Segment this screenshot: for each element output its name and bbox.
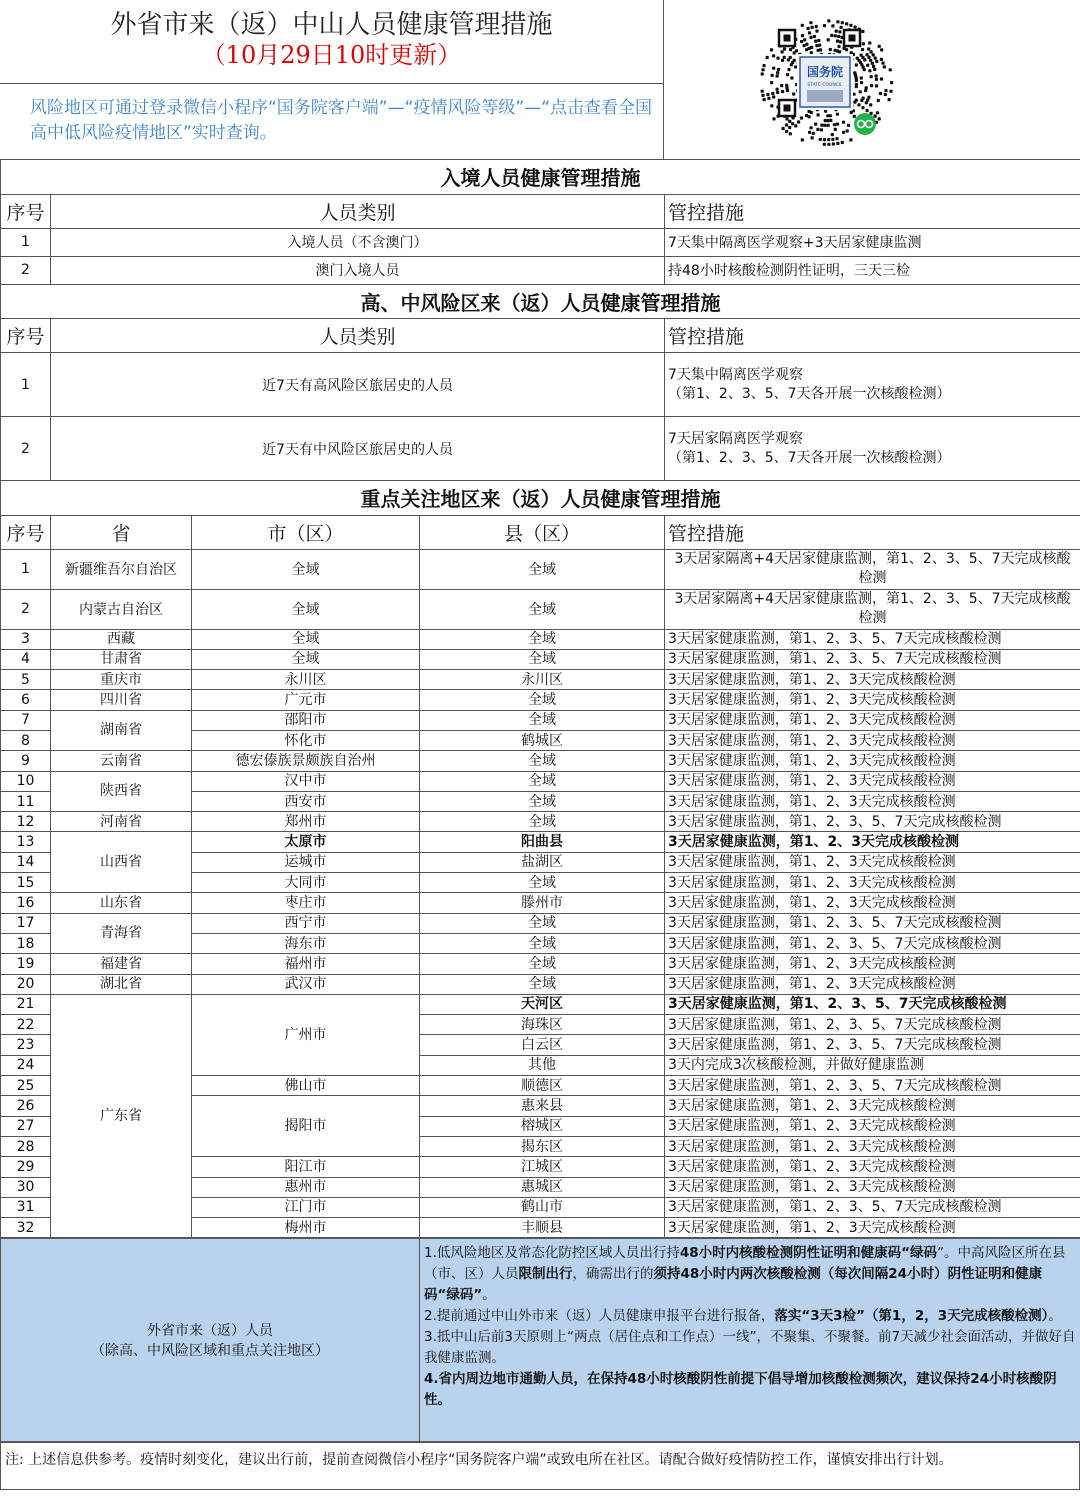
row-county: 江城区 xyxy=(420,1157,665,1177)
update-time: （10月29日10时更新） xyxy=(201,41,462,69)
row-county: 全域 xyxy=(420,974,665,994)
row-county: 全域 xyxy=(420,549,665,589)
col-header-measure: 管控措施 xyxy=(665,515,1080,549)
tip-1 xyxy=(424,1243,1076,1306)
table-row xyxy=(1,353,1080,417)
row-city: 太原市 xyxy=(192,832,420,852)
row-no: 3 xyxy=(1,629,51,649)
row-no: 10 xyxy=(1,771,51,791)
row-measure: 3天居家健康监测，第1、2、3天完成核酸检测 xyxy=(665,771,1080,791)
row-city: 佛山市 xyxy=(192,1076,420,1096)
mini-program-qr-code[interactable] xyxy=(745,6,905,156)
tip-text: 2.提前通过中山外市来（返）人员健康申报平台进行报备， xyxy=(424,1308,775,1325)
row-city: 广元市 xyxy=(192,690,420,710)
row-measure: 3天居家健康监测，第1、2、3天完成核酸检测 xyxy=(665,954,1080,974)
row-city: 梅州市 xyxy=(192,1218,420,1238)
row-province: 甘肃省 xyxy=(51,649,192,669)
row-county: 全域 xyxy=(420,649,665,669)
section-title-inbound: 入境人员健康管理措施 xyxy=(1,160,1080,194)
row-no: 30 xyxy=(1,1177,51,1197)
row-no: 9 xyxy=(1,751,51,771)
row-city: 西安市 xyxy=(192,791,420,811)
row-no: 2 xyxy=(1,589,51,629)
footer-note: 注: 上述信息供参考。疫情时刻变化，建议出行前，提前查阅微信小程序“国务院客户端”或致电所在社区。请配合做好疫情防控工作，谨慎安排出行计划。 xyxy=(0,1442,1080,1490)
row-county: 天河区 xyxy=(420,994,665,1014)
row-no: 29 xyxy=(1,1157,51,1177)
row-type: 澳门入境人员 xyxy=(51,256,665,284)
inbound-table xyxy=(0,160,1080,285)
row-province: 山西省 xyxy=(51,832,192,893)
table-row xyxy=(1,913,1080,933)
row-province: 湖北省 xyxy=(51,974,192,994)
row-city: 枣庄市 xyxy=(192,893,420,913)
row-county: 惠城区 xyxy=(420,1177,665,1197)
row-measure: 3天居家健康监测，第1、2、3天完成核酸检测 xyxy=(665,751,1080,771)
row-city: 江门市 xyxy=(192,1197,420,1217)
tip-3: 3.抵中山后前3天原则上“两点（居住点和工作点）一线”，不聚集、不聚餐。前7天减少社会面活动，并做好自我健康监测。 xyxy=(424,1329,1076,1367)
row-no: 4 xyxy=(1,649,51,669)
row-county: 鹤城区 xyxy=(420,730,665,750)
row-city: 揭阳市 xyxy=(192,1096,420,1157)
qr-badge-subtext: STATE COUNCIL xyxy=(807,83,843,88)
row-measure: 3天居家健康监测，第1、2、3、5、7天完成核酸检测 xyxy=(665,913,1080,933)
tip-emphasis: 48小时内核酸检测阴性证明和健康码“绿码 xyxy=(679,1245,938,1262)
row-measure: 3天内完成3次核酸检测，并做好健康监测 xyxy=(665,1055,1080,1075)
row-province: 陕西省 xyxy=(51,771,192,812)
row-no: 17 xyxy=(1,913,51,933)
row-no: 31 xyxy=(1,1197,51,1217)
tip-emphasis: 落实“3天3检”（第1，2，3天完成核酸检测） xyxy=(774,1308,1049,1325)
row-no: 25 xyxy=(1,1076,51,1096)
row-type: 近7天有中风险区旅居史的人员 xyxy=(51,417,665,481)
col-header-county: 县（区） xyxy=(420,515,665,549)
row-measure: 3天居家健康监测，第1、2、3、5、7天完成核酸检测 xyxy=(665,629,1080,649)
row-city: 福州市 xyxy=(192,954,420,974)
measure-line: （第1、2、3、5、7天各开展一次核酸检测） xyxy=(668,449,951,466)
row-county: 海珠区 xyxy=(420,1015,665,1035)
col-header-no: 序号 xyxy=(1,194,51,228)
row-county: 盐湖区 xyxy=(420,852,665,872)
row-measure: 3天居家健康监测，第1、2、3天完成核酸检测 xyxy=(665,670,1080,690)
row-province: 重庆市 xyxy=(51,670,192,690)
row-measure: 3天居家健康监测，第1、2、3天完成核酸检测 xyxy=(665,1218,1080,1238)
row-county: 阳曲县 xyxy=(420,832,665,852)
risk-area-table xyxy=(0,285,1080,482)
table-row xyxy=(1,670,1080,690)
table-row xyxy=(1,710,1080,730)
row-no: 16 xyxy=(1,893,51,913)
row-county: 全域 xyxy=(420,629,665,649)
row-province: 山东省 xyxy=(51,893,192,913)
row-province: 内蒙古自治区 xyxy=(51,589,192,629)
row-measure: 3天居家隔离+4天居家健康监测，第1、2、3、5、7天完成核酸检测 xyxy=(665,589,1080,629)
row-no: 28 xyxy=(1,1136,51,1156)
row-province: 广东省 xyxy=(51,994,192,1238)
row-city: 惠州市 xyxy=(192,1177,420,1197)
key-area-table xyxy=(0,481,1080,1238)
table-row xyxy=(1,751,1080,771)
tip-2 xyxy=(424,1306,1076,1327)
row-no: 22 xyxy=(1,1015,51,1035)
row-province: 湖南省 xyxy=(51,710,192,751)
col-header-measure: 管控措施 xyxy=(665,319,1080,353)
row-city: 运城市 xyxy=(192,852,420,872)
row-no: 18 xyxy=(1,933,51,953)
row-measure: 持48小时核酸检测阴性证明，三天三检 xyxy=(665,256,1080,284)
row-measure: 3天居家健康监测，第1、2、3、5、7天完成核酸检测 xyxy=(665,1076,1080,1096)
table-row xyxy=(1,256,1080,284)
row-type: 入境人员（不含澳门） xyxy=(51,228,665,256)
table-row xyxy=(1,228,1080,256)
row-no: 8 xyxy=(1,730,51,750)
row-city: 永川区 xyxy=(192,670,420,690)
table-row xyxy=(1,893,1080,913)
row-measure: 3天居家健康监测，第1、2、3天完成核酸检测 xyxy=(665,1116,1080,1136)
table-row xyxy=(1,812,1080,832)
col-header-no: 序号 xyxy=(1,319,51,353)
section-title-key-area: 重点关注地区来（返）人员健康管理措施 xyxy=(1,481,1080,515)
row-no: 7 xyxy=(1,710,51,730)
row-county: 全域 xyxy=(420,933,665,953)
row-no: 27 xyxy=(1,1116,51,1136)
row-measure: 3天居家健康监测，第1、2、3、5、7天完成核酸检测 xyxy=(665,994,1080,1014)
general-label-cell xyxy=(1,1239,420,1442)
row-county: 其他 xyxy=(420,1055,665,1075)
section-title-risk: 高、中风险区来（返）人员健康管理措施 xyxy=(1,285,1080,319)
row-province: 青海省 xyxy=(51,913,192,954)
row-no: 2 xyxy=(1,256,51,284)
row-city: 郑州市 xyxy=(192,812,420,832)
tip-emphasis: 须持48小时内两次核酸检测（每次间隔24小时）阴性证明和健康码“绿码” xyxy=(424,1266,1043,1304)
row-measure: 3天居家健康监测，第1、2、3、5、7天完成核酸检测 xyxy=(665,1035,1080,1055)
row-no: 13 xyxy=(1,832,51,852)
row-measure xyxy=(665,417,1080,481)
table-row xyxy=(1,954,1080,974)
title-cell xyxy=(0,0,664,84)
row-no: 1 xyxy=(1,549,51,589)
row-type: 近7天有高风险区旅居史的人员 xyxy=(51,353,665,417)
row-no: 11 xyxy=(1,791,51,811)
row-measure: 3天居家健康监测，第1、2、3天完成核酸检测 xyxy=(665,1096,1080,1116)
row-no: 23 xyxy=(1,1035,51,1055)
row-measure: 3天居家健康监测，第1、2、3、5、7天完成核酸检测 xyxy=(665,1015,1080,1035)
row-city: 汉中市 xyxy=(192,771,420,791)
row-no: 15 xyxy=(1,873,51,893)
row-county: 鹤山市 xyxy=(420,1197,665,1217)
row-no: 21 xyxy=(1,994,51,1014)
table-row xyxy=(1,832,1080,852)
row-measure: 3天居家健康监测，第1、2、3、5、7天完成核酸检测 xyxy=(665,812,1080,832)
tip-4: 4.省内周边地市通勤人员，在保持48小时核酸阴性前提下倡导增加核酸检测频次，建议保持24小时核酸阴性。 xyxy=(424,1371,1057,1409)
row-no: 24 xyxy=(1,1055,51,1075)
row-county: 白云区 xyxy=(420,1035,665,1055)
row-city: 阳江市 xyxy=(192,1157,420,1177)
row-county: 惠来县 xyxy=(420,1096,665,1116)
row-county: 全域 xyxy=(420,873,665,893)
row-county: 全域 xyxy=(420,812,665,832)
table-row xyxy=(1,629,1080,649)
row-measure: 3天居家健康监测，第1、2、3天完成核酸检测 xyxy=(665,730,1080,750)
row-county: 顺德区 xyxy=(420,1076,665,1096)
table-row xyxy=(1,417,1080,481)
row-measure: 7天集中隔离医学观察+3天居家健康监测 xyxy=(665,228,1080,256)
row-no: 26 xyxy=(1,1096,51,1116)
table-row xyxy=(1,994,1080,1014)
row-city: 广州市 xyxy=(192,994,420,1075)
row-province: 福建省 xyxy=(51,954,192,974)
col-header-province: 省 xyxy=(51,515,192,549)
row-measure: 3天居家健康监测，第1、2、3天完成核酸检测 xyxy=(665,832,1080,852)
row-city: 全域 xyxy=(192,649,420,669)
row-measure: 3天居家健康监测，第1、2、3天完成核酸检测 xyxy=(665,873,1080,893)
measure-line: 7天居家隔离医学观察 xyxy=(668,430,803,447)
row-county: 永川区 xyxy=(420,670,665,690)
measure-line: 7天集中隔离医学观察 xyxy=(668,366,803,383)
row-county: 全域 xyxy=(420,690,665,710)
row-measure: 3天居家健康监测，第1、2、3天完成核酸检测 xyxy=(665,893,1080,913)
row-no: 19 xyxy=(1,954,51,974)
row-county: 丰顺县 xyxy=(420,1218,665,1238)
row-county: 全域 xyxy=(420,791,665,811)
row-province: 河南省 xyxy=(51,812,192,832)
table-row xyxy=(1,690,1080,710)
general-table xyxy=(0,1238,1080,1442)
col-header-measure: 管控措施 xyxy=(665,194,1080,228)
table-row xyxy=(1,549,1080,589)
col-header-city: 市（区） xyxy=(192,515,420,549)
row-measure: 3天居家健康监测，第1、2、3天完成核酸检测 xyxy=(665,1136,1080,1156)
row-county: 榕城区 xyxy=(420,1116,665,1136)
row-county: 全域 xyxy=(420,751,665,771)
row-city: 德宏傣族景颇族自治州 xyxy=(192,751,420,771)
col-header-no: 序号 xyxy=(1,515,51,549)
row-measure: 3天居家健康监测，第1、2、3天完成核酸检测 xyxy=(665,690,1080,710)
row-no: 14 xyxy=(1,852,51,872)
row-city: 西宁市 xyxy=(192,913,420,933)
general-tips-cell xyxy=(420,1239,1080,1442)
tip-text: 。 xyxy=(482,1287,496,1304)
row-city: 全域 xyxy=(192,549,420,589)
row-no: 5 xyxy=(1,670,51,690)
row-no: 12 xyxy=(1,812,51,832)
header-block xyxy=(0,0,1080,160)
tip-text: 。 xyxy=(1048,1308,1062,1325)
row-measure: 3天居家健康监测，第1、2、3天完成核酸检测 xyxy=(665,1157,1080,1177)
general-label: 外省市来（返）人员 xyxy=(147,1323,273,1340)
row-city: 武汉市 xyxy=(192,974,420,994)
row-measure: 3天居家健康监测，第1、2、3、5、7天完成核酸检测 xyxy=(665,933,1080,953)
table-row xyxy=(1,589,1080,629)
row-measure xyxy=(665,353,1080,417)
row-city: 邵阳市 xyxy=(192,710,420,730)
row-province: 西藏 xyxy=(51,629,192,649)
row-measure: 3天居家健康监测，第1、2、3天完成核酸检测 xyxy=(665,1177,1080,1197)
table-row xyxy=(1,649,1080,669)
row-city: 全域 xyxy=(192,589,420,629)
row-city: 大同市 xyxy=(192,873,420,893)
tip-emphasis: 限制出行 xyxy=(518,1266,573,1283)
row-province: 云南省 xyxy=(51,751,192,771)
row-measure: 3天居家健康监测，第1、2、3天完成核酸检测 xyxy=(665,791,1080,811)
row-measure: 3天居家隔离+4天居家健康监测，第1、2、3、5、7天完成核酸检测 xyxy=(665,549,1080,589)
row-city: 海东市 xyxy=(192,933,420,953)
row-county: 全域 xyxy=(420,589,665,629)
row-no: 6 xyxy=(1,690,51,710)
row-province: 新疆维吾尔自治区 xyxy=(51,549,192,589)
tip-text: ”。中高风险区所在县（市、区）人员 xyxy=(424,1245,1066,1283)
page-title: 外省市来（返）中山人员健康管理措施 xyxy=(110,10,553,40)
table-row xyxy=(1,974,1080,994)
risk-query-notice: 风险地区可通过登录微信小程序“国务院客户端”—“疫情风险等级”—“点击查看全国高中低风险疫情地区”实时查询。 xyxy=(0,84,664,160)
tip-text: 1.低风险地区及常态化防控区域人员出行持 xyxy=(424,1245,680,1262)
table-row xyxy=(1,771,1080,791)
measure-line: （第1、2、3、5、7天各开展一次核酸检测） xyxy=(668,385,951,402)
col-header-type: 人员类别 xyxy=(51,194,665,228)
row-measure: 3天居家健康监测，第1、2、3天完成核酸检测 xyxy=(665,852,1080,872)
row-no: 32 xyxy=(1,1218,51,1238)
row-province: 四川省 xyxy=(51,690,192,710)
row-county: 全域 xyxy=(420,710,665,730)
row-no: 2 xyxy=(1,417,51,481)
qr-badge-text: 国务院 xyxy=(806,65,844,79)
row-county: 滕州市 xyxy=(420,893,665,913)
row-county: 揭东区 xyxy=(420,1136,665,1156)
row-county: 全域 xyxy=(420,913,665,933)
row-no: 20 xyxy=(1,974,51,994)
row-city: 全域 xyxy=(192,629,420,649)
row-measure: 3天居家健康监测，第1、2、3、5、7天完成核酸检测 xyxy=(665,649,1080,669)
general-label-sub: （除高、中风险区域和重点关注地区） xyxy=(91,1343,329,1360)
row-no: 1 xyxy=(1,353,51,417)
row-county: 全域 xyxy=(420,771,665,791)
row-no: 1 xyxy=(1,228,51,256)
row-measure: 3天居家健康监测，第1、2、3天完成核酸检测 xyxy=(665,710,1080,730)
row-measure: 3天居家健康监测，第1、2、3天完成核酸检测 xyxy=(665,974,1080,994)
col-header-type: 人员类别 xyxy=(51,319,665,353)
row-measure: 3天居家健康监测，第1、2、3、5、7天完成核酸检测 xyxy=(665,1197,1080,1217)
row-county: 全域 xyxy=(420,954,665,974)
tip-text: ，确需出行的 xyxy=(572,1266,654,1283)
row-city: 怀化市 xyxy=(192,730,420,750)
